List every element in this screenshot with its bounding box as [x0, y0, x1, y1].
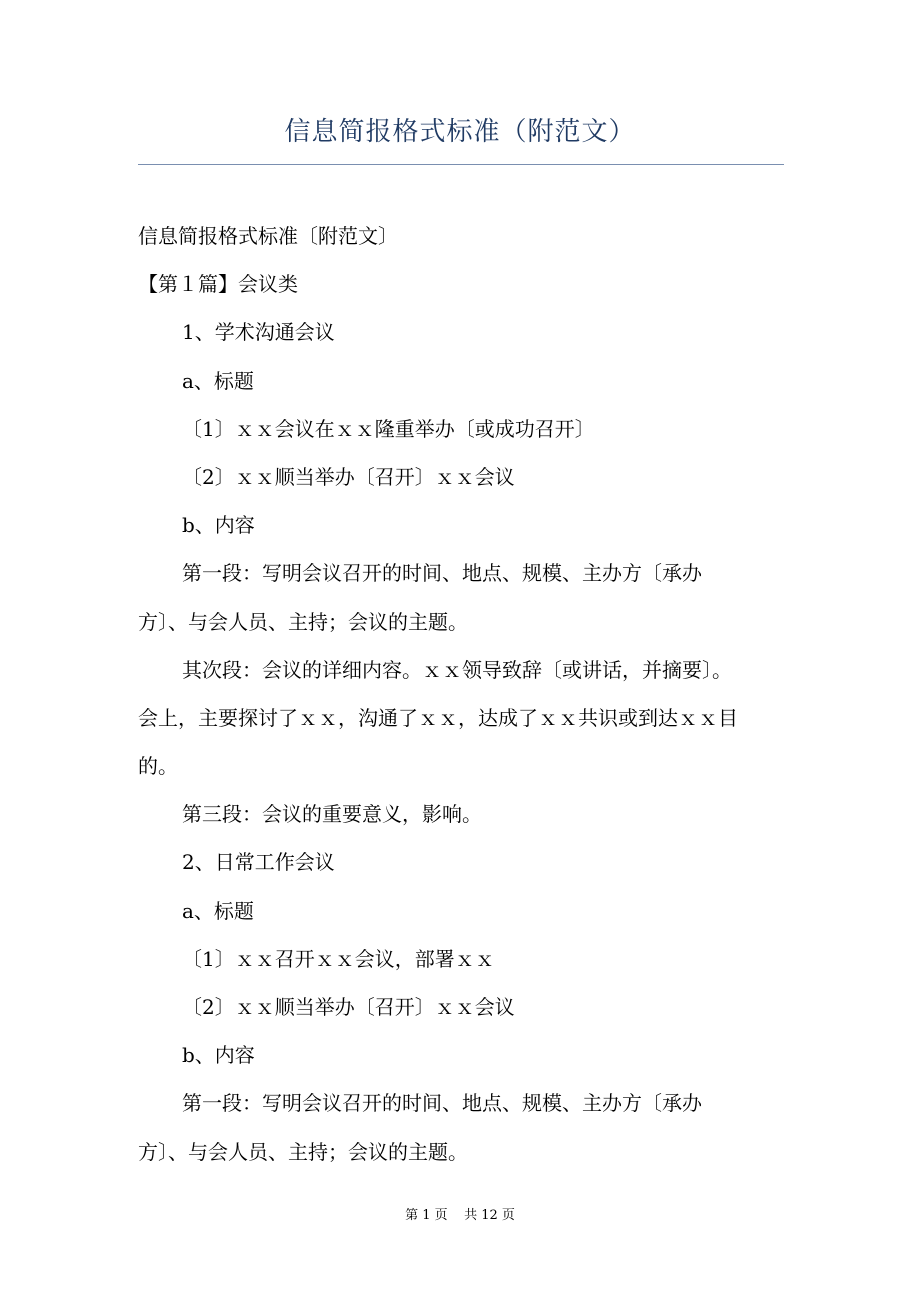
item-label: a、标题 [182, 368, 254, 393]
paragraph-line: 第三段：会议的重要意义，影响。 [182, 802, 482, 827]
list-item: 〔2〕ｘｘ顺当举办〔召开〕ｘｘ会议 [182, 995, 515, 1019]
item-label: b、内容 [182, 513, 255, 538]
subsection-heading: 2、日常工作会议 [182, 850, 335, 875]
page-footer: 第 1 页 共 12 页 [405, 1208, 515, 1223]
item-label: b、内容 [182, 1043, 255, 1068]
paragraph-line: 其次段：会议的详细内容。ｘｘ领导致辞〔或讲话，并摘要〕。 [182, 657, 732, 682]
body-heading: 信息简报格式标准〔附范文〕 [138, 224, 398, 248]
list-item: 〔1〕ｘｘ召开ｘｘ会议，部署ｘｘ [182, 946, 495, 971]
subsection-heading: 1、学术沟通会议 [182, 320, 335, 345]
paragraph-line: 第一段：写明会议召开的时间、地点、规模、主办方〔承办 [182, 1091, 702, 1116]
paragraph-line: 第一段：写明会议召开的时间、地点、规模、主办方〔承办 [182, 561, 702, 586]
document-body [138, 212, 786, 1176]
paragraph-line: 的。 [138, 754, 178, 779]
item-label: a、标题 [182, 898, 254, 923]
list-item: 〔2〕ｘｘ顺当举办〔召开〕ｘｘ会议 [182, 464, 515, 489]
paragraph-line: 方〕、与会人员、主持；会议的主题。 [138, 1139, 468, 1164]
document-title: 信息简报格式标准（附范文） [284, 117, 636, 147]
title-underline [138, 164, 784, 165]
section-heading: 【第１篇】会议类 [138, 272, 298, 297]
list-item: 〔1〕ｘｘ会议在ｘｘ隆重举办〔或成功召开〕 [182, 416, 595, 441]
paragraph-line: 会上，主要探讨了ｘｘ，沟通了ｘｘ，达成了ｘｘ共识或到达ｘｘ目 [138, 705, 738, 730]
paragraph-line: 方〕、与会人员、主持；会议的主题。 [138, 609, 468, 634]
